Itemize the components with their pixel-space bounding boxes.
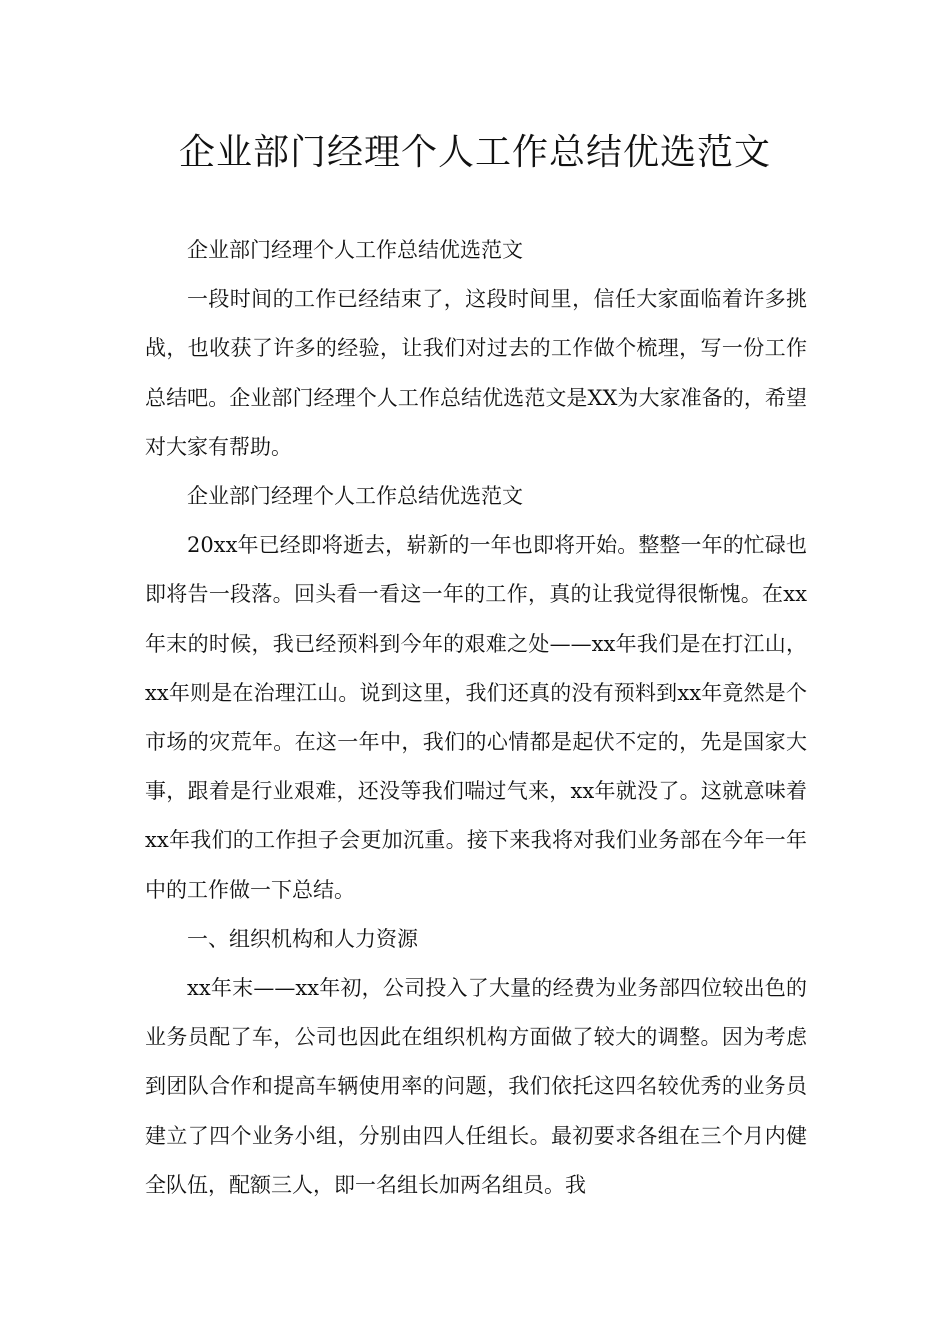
document-title: 企业部门经理个人工作总结优选范文 <box>178 132 771 173</box>
section-heading-organization: 一、组织机构和人力资源 <box>187 926 418 951</box>
body-paragraph-intro: 一段时间的工作已经结束了，这段时间里，信任大家面临着许多挑战，也收获了许多的经验，让我们对过去的工作做个梳理，写一份工作总结吧。企业部门经理个人工作总结优选范文是XX为大家准备的，希望对大家有帮助。 <box>145 287 807 459</box>
body-paragraph-subtitle: 企业部门经理个人工作总结优选范文 <box>187 238 523 262</box>
body-paragraph-year-review: 20xx年已经即将逝去，崭新的一年也即将开始。整整一年的忙碌也即将告一段落。回头看一看这一年的工作，真的让我觉得很惭愧。在xx年末的时候，我已经预料到今年的艰难之处——xx年我们是在打江山，xx年则是在治理江山。说到这里，我们还真的没有预料到xx年竟然是个市场的灾荒年。在这一年中，我们的心情都是起伏不定的，先是国家大事，跟着是行业艰难，还没等我们喘过气来，xx年就没了。这就意味着xx年我们的工作担子会更加沉重。接下来我将对我们业务部在今年一年中的工作做一下总结。 <box>145 533 807 902</box>
document-body <box>145 226 807 1210</box>
body-paragraph-subtitle-repeat: 企业部门经理个人工作总结优选范文 <box>187 484 523 509</box>
body-paragraph-organization: xx年末——xx年初，公司投入了大量的经费为业务部四位较出色的业务员配了车，公司也因此在组织机构方面做了较大的调整。因为考虑到团队合作和提高车辆使用率的问题，我们依托这四名较优秀的业务员建立了四个业务小组，分别由四人任组长。最初要求各组在三个月内健全队伍，配额三人，即一名组长加两名组员。我 <box>145 976 807 1197</box>
